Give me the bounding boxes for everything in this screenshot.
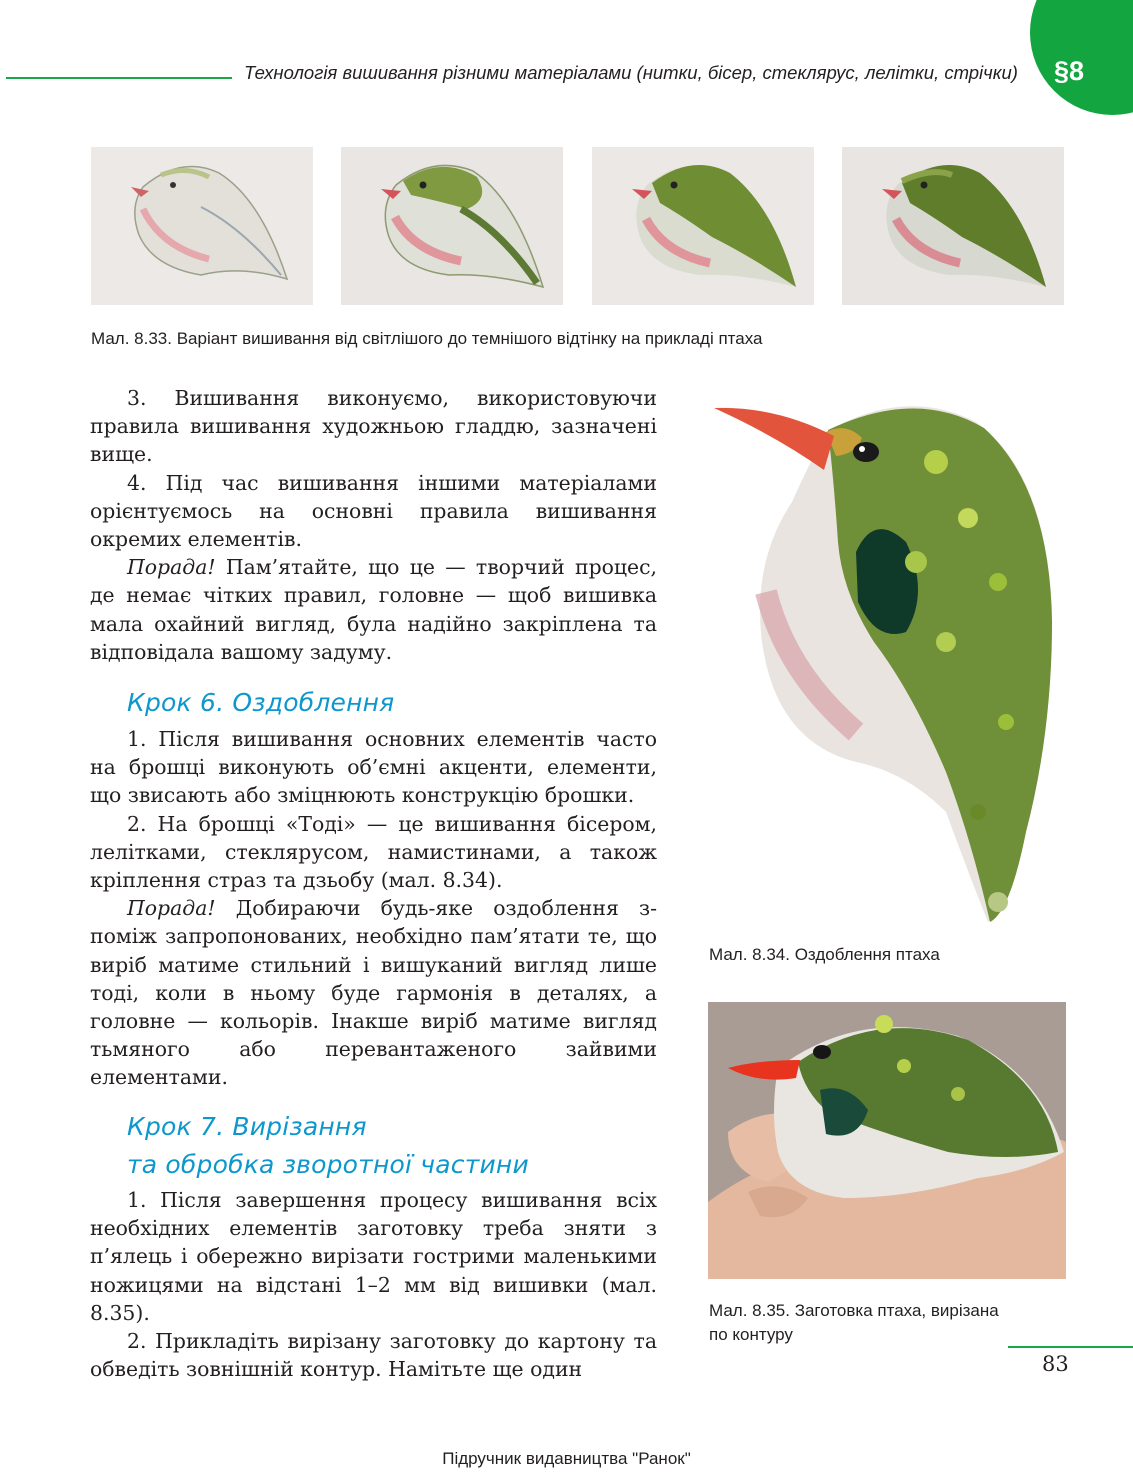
page-number: 83: [1042, 1352, 1069, 1376]
tip-label: Порада!: [127, 555, 216, 580]
tip-text: Добираючи будь-яке оздоблення з-поміж запропонованих, необхідно пам’ятати те, що виріб матиме стильний і вишуканий вигляд лише тоді, коли в ньому буде гармонія в деталях, а головне — кольорів. Інакше виріб матиме вигляд тьмяного або перевантаженого зайвими елементами.: [90, 896, 657, 1090]
figure-8-35-caption-line-2: по контуру: [709, 1325, 793, 1344]
figure-8-34-caption: Мал. 8.34. Оздоблення птаха: [709, 945, 940, 964]
header-rule: [6, 77, 232, 79]
bird-stage-4-image: [842, 147, 1064, 305]
text-block-2: [90, 725, 657, 1092]
step-7-heading-line-2: та обробка зворотної частини: [127, 1150, 529, 1179]
text-block-1: [90, 384, 657, 666]
tip-text: Пам’ятайте, що це — творчий процес, де немає чітких правил, головне — щоб вишивка мала охайний вигляд, була надійно закріплена та відповідала вашому задуму.: [90, 555, 657, 664]
paragraph: 3. Вишивання виконуємо, використовуючи правила вишивання художньою гладдю, зазначені вище.: [90, 386, 657, 467]
figure-8-35-caption-line-1: Мал. 8.35. Заготовка птаха, вирізана: [709, 1301, 999, 1320]
text-block-3: [90, 1186, 657, 1383]
paragraph: 2. На брошці «Тоді» — це вишивання бісером, лелітками, стеклярусом, намистинами, а також кріплення страз та дзьобу (мал. 8.34).: [90, 811, 657, 893]
paragraph: 1. Після вишивання основних елементів часто на брошці виконують об’ємні акценти, елементи, що звисають або зміцнюють конструкцію брошки.: [90, 727, 657, 808]
bird-stage-1-image: [91, 147, 313, 305]
bird-stage-3-image: [592, 147, 814, 305]
figure-8-33-caption: Мал. 8.33. Варіант вишивання від світлішого до темнішого відтінку на прикладі птаха: [91, 329, 763, 348]
paragraph: 4. Під час вишивання іншими матеріалами орієнтуємось на основні правила вишивання окремих елементів.: [90, 470, 657, 552]
paragraph: 1. Після завершення процесу вишивання всіх необхідних елементів заготовку треба зняти з п’ялець і обережно вирізати гострими маленькими ножицями на відстані 1–2 мм від вишивки (мал. 8.35).: [90, 1188, 657, 1325]
step-6-heading: Крок 6. Оздоблення: [127, 688, 395, 717]
running-header-title: Технологія вишивання різними матеріалами (нитки, бісер, стеклярус, лелітки, стрічки): [244, 62, 1018, 83]
section-number: §8: [1054, 56, 1085, 86]
paragraph: 2. Прикладіть вирізану заготовку до картону та обведіть зовнішній контур. Намітьте ще один: [90, 1329, 657, 1382]
step-7-heading-line-1: Крок 7. Вирізання: [127, 1112, 367, 1141]
publisher-credit: Підручник видавництва "Ранок": [442, 1449, 691, 1468]
tip-paragraph: [90, 553, 657, 666]
decorated-bird-image: [706, 392, 1066, 937]
footer-rule: [1008, 1346, 1133, 1348]
tip-paragraph: [90, 894, 657, 1091]
bird-blank-on-hand-image: [708, 1002, 1066, 1279]
bird-stage-2-image: [341, 147, 563, 305]
tip-label: Порада!: [127, 896, 216, 921]
